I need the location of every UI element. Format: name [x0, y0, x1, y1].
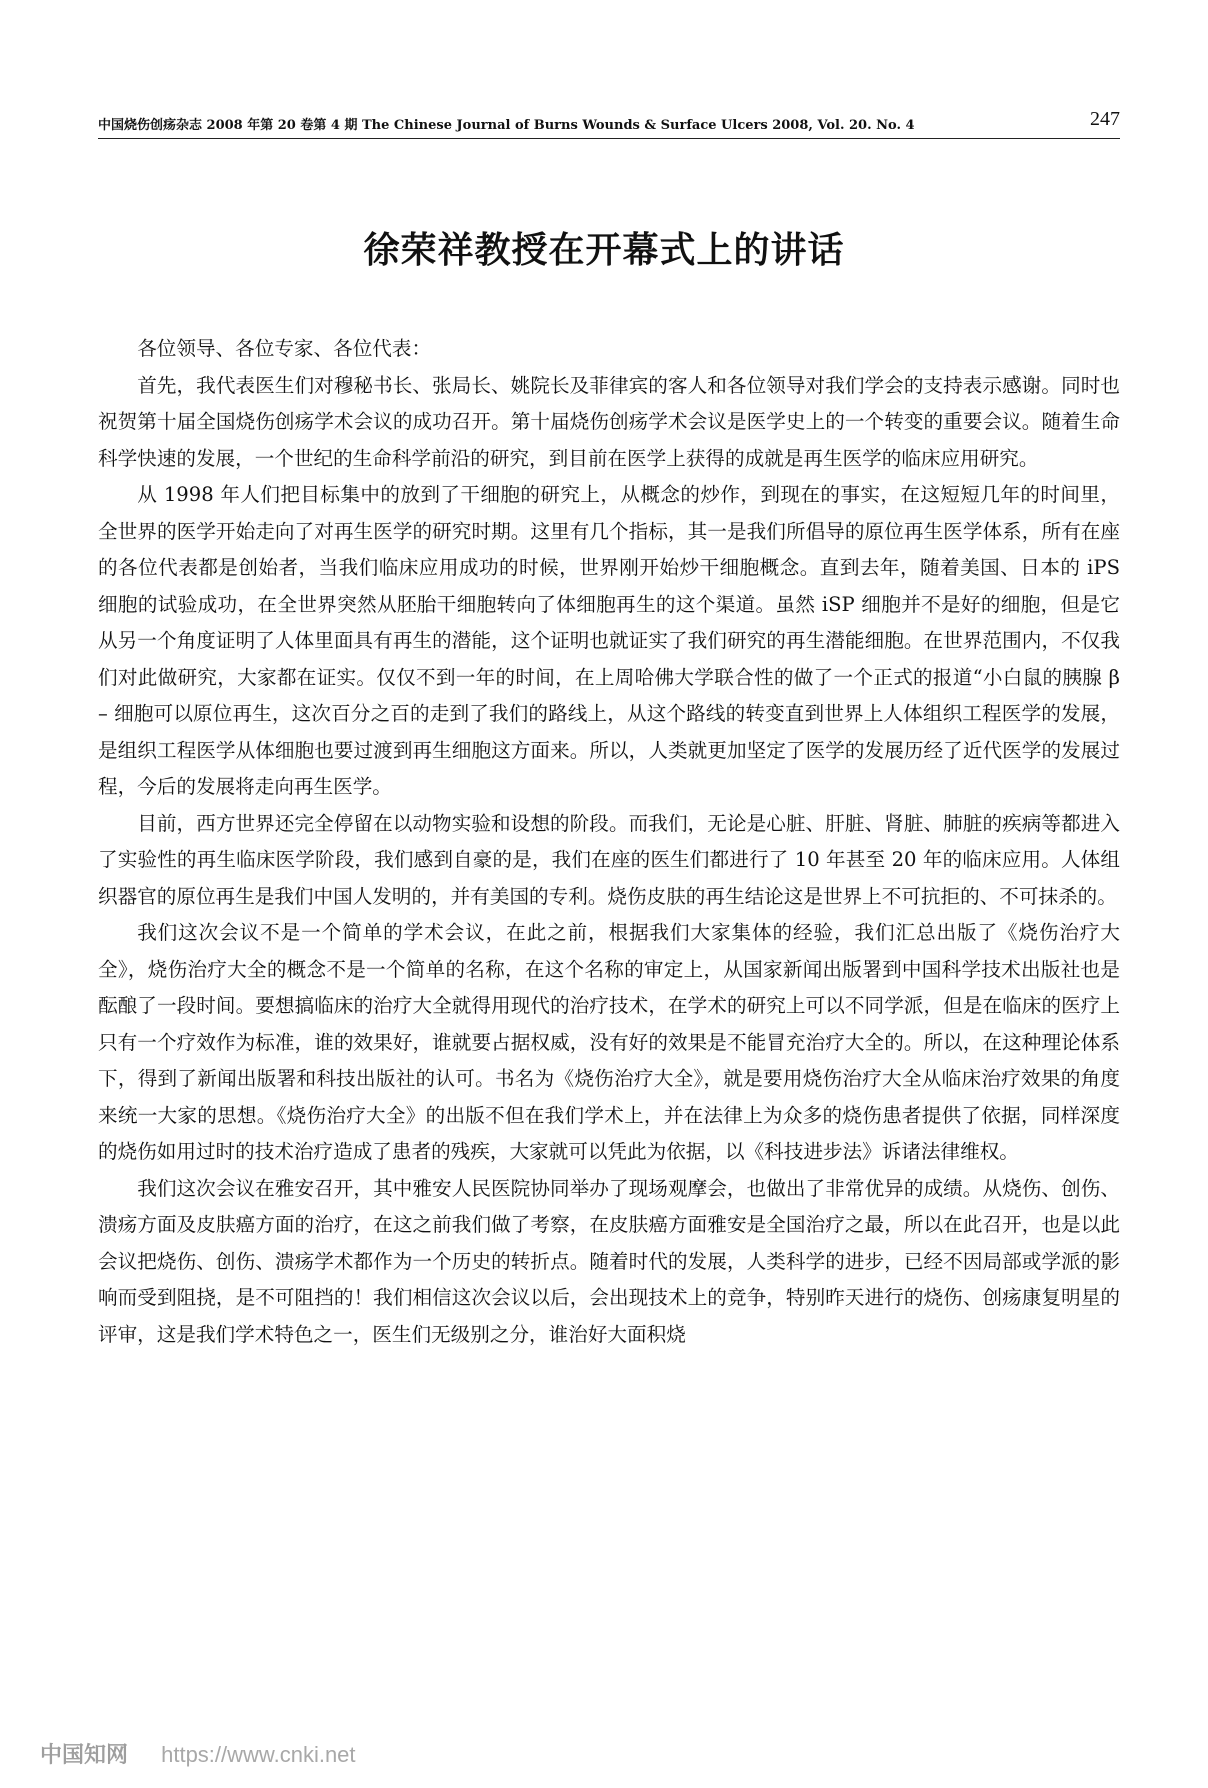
journal-citation-line: 中国烧伤创疡杂志 2008 年第 20 卷第 4 期 The Chinese Journal of Burns Wounds & Surface Ulcers 2008, Vol. 20. No. 4 — [98, 118, 915, 133]
salutation-paragraph: 各位领导、各位专家、各位代表： — [137, 337, 432, 360]
cnki-watermark — [40, 1738, 356, 1770]
body-paragraph: 目前，西方世界还完全停留在以动物实验和设想的阶段。而我们，无论是心脏、肝脏、肾脏、肺脏的疾病等都进入了实验性的再生临床医学阶段，我们感到自豪的是，我们在座的医生们都进行了 10 年甚至 20 年的临床应用。人体组织器官的原位再生是我们中国人发明的，并有美国的专利。烧伤皮肤的再生结论这是世界上不可抗拒的、不可抹杀的。 — [98, 811, 1120, 908]
body-paragraph: 我们这次会议不是一个简单的学术会议，在此之前，根据我们大家集体的经验，我们汇总出版了《烧伤治疗大全》，烧伤治疗大全的概念不是一个简单的名称，在这个名称的审定上，从国家新闻出版署到中国科学技术出版社也是酝酿了一段时间。要想搞临床的治疗大全就得用现代的治疗技术，在学术的研究上可以不同学派，但是在临床的医疗上只有一个疗效作为标准，谁的效果好，谁就要占据权威，没有好的效果是不能冒充治疗大全的。所以，在这种理论体系下，得到了新闻出版署和科技出版社的认可。书名为《烧伤治疗大全》，就是要用烧伤治疗大全从临床治疗效果的角度来统一大家的思想。《烧伤治疗大全》的出版不但在我们学术上，并在法律上为众多的烧伤患者提供了依据，同样深度的烧伤如用过时的技术治疗造成了患者的残疾，大家就可以凭此为依据，以《科技进步法》诉诸法律维权。 — [98, 921, 1120, 1163]
article-body — [98, 331, 1120, 1353]
body-paragraph: 首先，我代表医生们对穆秘书长、张局长、姚院长及菲律宾的客人和各位领导对我们学会的支持表示感谢。同时也祝贺第十届全国烧伤创疡学术会议的成功召开。第十届烧伤创疡学术会议是医学史上的一个转变的重要会议。随着生命科学快速的发展，一个世纪的生命科学前沿的研究，到目前在医学上获得的成就是再生医学的临床应用研究。 — [98, 373, 1120, 470]
body-paragraph: 我们这次会议在雅安召开，其中雅安人民医院协同举办了现场观摩会，也做出了非常优异的成绩。从烧伤、创伤、溃疡方面及皮肤癌方面的治疗，在这之前我们做了考察，在皮肤癌方面雅安是全国治疗之最，所以在此召开，也是以此会议把烧伤、创伤、溃疡学术都作为一个历史的转折点。随着时代的发展，人类科学的进步，已经不因局部或学派的影响而受到阻挠，是不可阻挡的！我们相信这次会议以后，会出现技术上的竞争，特别昨天进行的烧伤、创疡康复明星的评审，这是我们学术特色之一，医生们无级别之分，谁治好大面积烧 — [98, 1176, 1120, 1346]
page-number: 247 — [1090, 108, 1120, 130]
watermark-url: https://www.cnki.net — [161, 1742, 356, 1767]
watermark-brand: 中国知网 — [40, 1743, 129, 1768]
running-header — [98, 110, 1120, 139]
body-paragraph: 从 1998 年人们把目标集中的放到了干细胞的研究上，从概念的炒作，到现在的事实，在这短短几年的时间里，全世界的医学开始走向了对再生医学的研究时期。这里有几个指标，其一是我们所倡导的原位再生医学体系，所有在座的各位代表都是创始者，当我们临床应用成功的时候，世界刚开始炒干细胞概念。直到去年，随着美国、日本的 iPS 细胞的试验成功，在全世界突然从胚胎干细胞转向了体细胞再生的这个渠道。虽然 iSP 细胞并不是好的细胞，但是它从另一个角度证明了人体里面具有再生的潜能，这个证明也就证实了我们研究的再生潜能细胞。在世界范围内，不仅我们对此做研究，大家都在证实。仅仅不到一年的时间，在上周哈佛大学联合性的做了一个正式的报道“小白鼠的胰腺 β – 细胞可以原位再生，这次百分之百的走到了我们的路线上，从这个路线的转变直到世界上人体组织工程医学的发展，是组织工程医学从体细胞也要过渡到再生细胞这方面来。所以，人类就更加坚定了医学的发展历经了近代医学的发展过程，今后的发展将走向再生医学。 — [98, 483, 1121, 798]
article-title: 徐荣祥教授在开幕式上的讲话 — [363, 230, 845, 271]
